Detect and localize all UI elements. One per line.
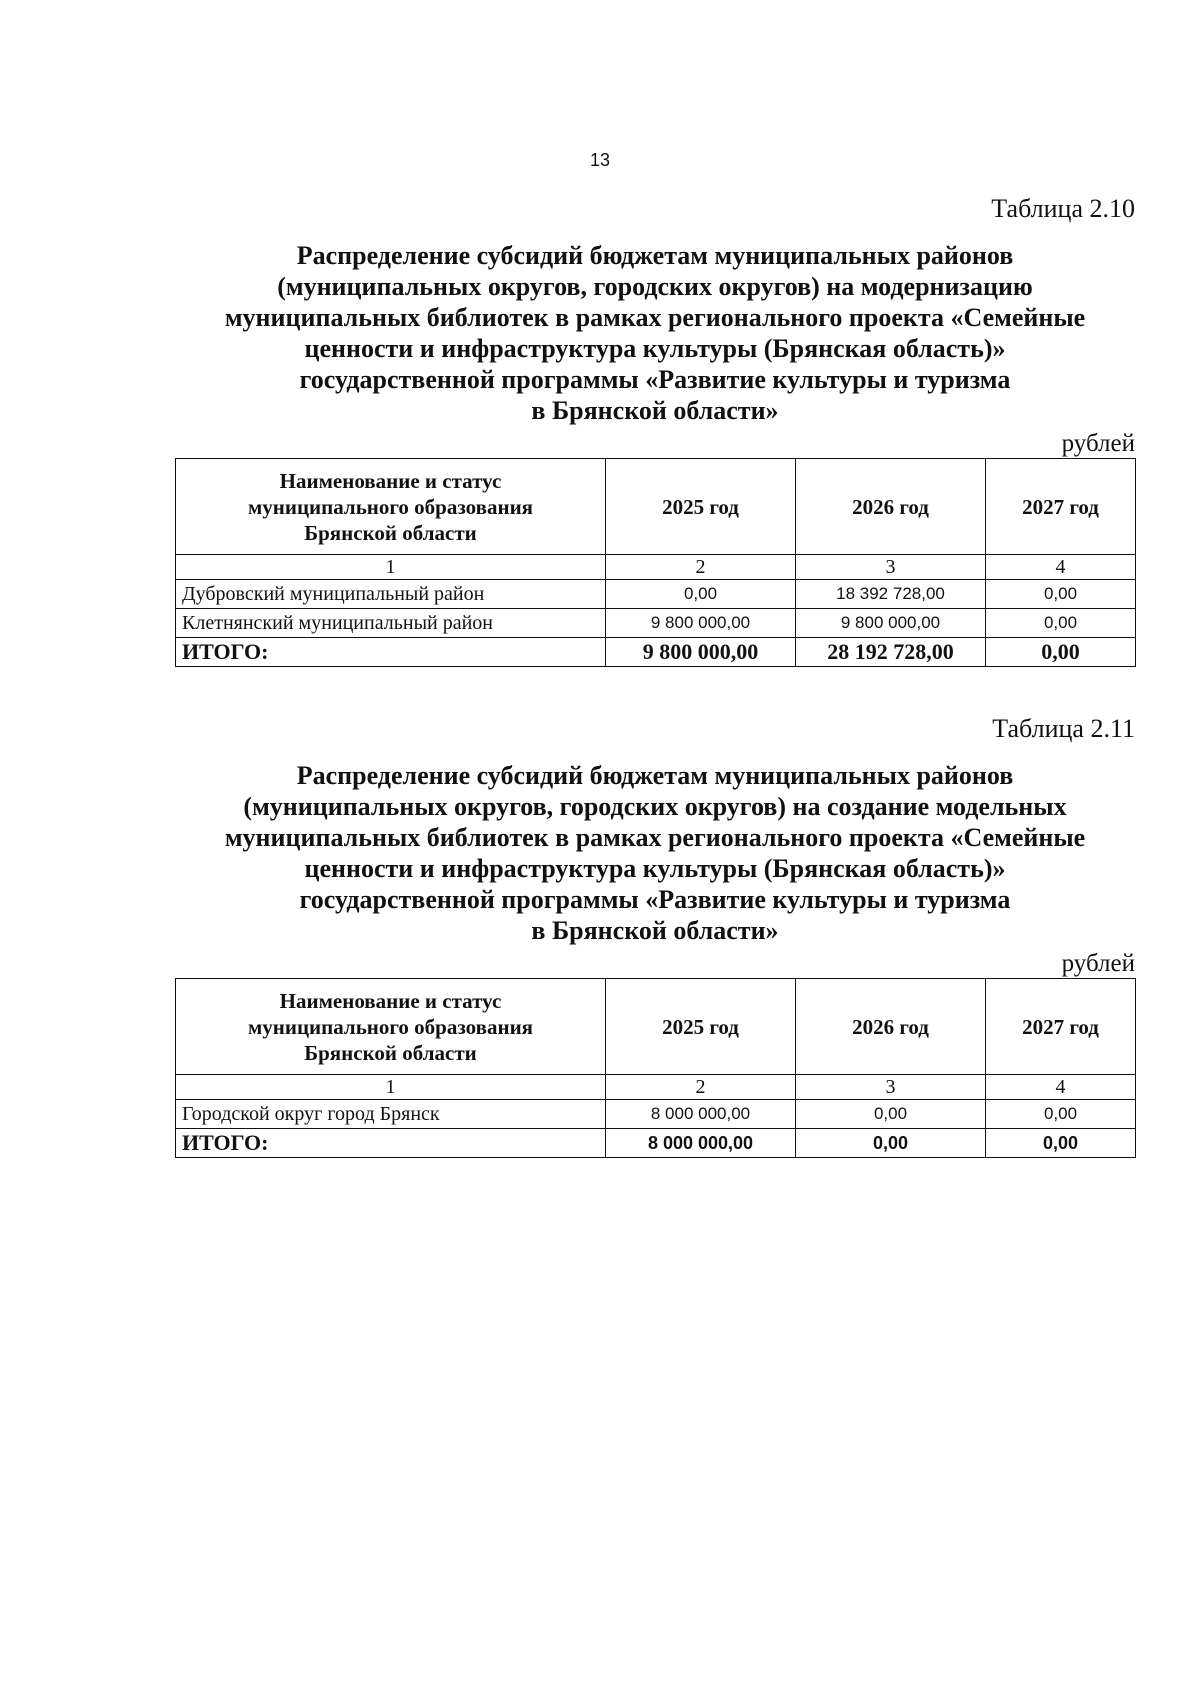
title-line: государственной программы «Развитие культуры и туризма [299, 885, 1011, 914]
header-name: Наименование и статус муниципального образования Брянской области [176, 979, 606, 1075]
title-line: ценности и инфраструктура культуры (Брянская область)» [304, 334, 1006, 363]
row-name: Клетнянский муниципальный район [176, 609, 606, 638]
subsidy-table [175, 978, 1136, 1158]
title-line: Распределение субсидий бюджетам муниципальных районов [296, 761, 1014, 790]
title-line: (муниципальных округов, городских округов) на модернизацию [277, 272, 1033, 301]
col-number: 1 [176, 555, 606, 580]
total-2025: 8 000 000,00 [606, 1129, 796, 1158]
row-value-2025: 8 000 000,00 [606, 1100, 796, 1129]
col-number: 1 [176, 1075, 606, 1100]
row-name: Дубровский муниципальный район [176, 580, 606, 609]
table-row [176, 580, 1136, 609]
row-value-2027: 0,00 [986, 1100, 1136, 1129]
title-line: ценности и инфраструктура культуры (Брянская область)» [304, 854, 1006, 883]
row-value-2025: 0,00 [606, 580, 796, 609]
unit-label: рублей [1061, 950, 1135, 977]
header-row [176, 979, 1136, 1075]
title-line: муниципальных библиотек в рамках регионального проекта «Семейные [224, 303, 1086, 332]
row-value-2026: 18 392 728,00 [796, 580, 986, 609]
header-2027: 2027 год [986, 979, 1136, 1075]
header-2025: 2025 год [606, 979, 796, 1075]
title-line: (муниципальных округов, городских округов) на создание модельных [243, 792, 1067, 821]
row-value-2026: 0,00 [796, 1100, 986, 1129]
header-2026: 2026 год [796, 459, 986, 555]
table-row [176, 1100, 1136, 1129]
total-2025: 9 800 000,00 [606, 638, 796, 667]
total-2027: 0,00 [986, 1129, 1136, 1158]
row-value-2027: 0,00 [986, 580, 1136, 609]
table-row [176, 609, 1136, 638]
table-label: Таблица 2.10 [991, 194, 1135, 223]
header-2027: 2027 год [986, 459, 1136, 555]
col-number: 4 [986, 1075, 1136, 1100]
title-line: в Брянской области» [531, 396, 779, 425]
row-value-2025: 9 800 000,00 [606, 609, 796, 638]
column-number-row [176, 1075, 1136, 1100]
table-section-2-10 [175, 192, 1135, 667]
unit-label: рублей [1061, 430, 1135, 457]
table-label: Таблица 2.11 [992, 714, 1135, 743]
col-number: 2 [606, 555, 796, 580]
page-number: 13 [589, 150, 611, 170]
title-line: муниципальных библиотек в рамках регионального проекта «Семейные [224, 823, 1086, 852]
total-2027: 0,00 [986, 638, 1136, 667]
header-2026: 2026 год [796, 979, 986, 1075]
col-number: 2 [606, 1075, 796, 1100]
header-row [176, 459, 1136, 555]
column-number-row [176, 555, 1136, 580]
total-row [176, 1129, 1136, 1158]
row-value-2026: 9 800 000,00 [796, 609, 986, 638]
table-title [175, 240, 1135, 426]
title-line: в Брянской области» [531, 916, 779, 945]
row-value-2027: 0,00 [986, 609, 1136, 638]
col-number: 4 [986, 555, 1136, 580]
total-label: ИТОГО: [176, 1129, 606, 1158]
total-2026: 28 192 728,00 [796, 638, 986, 667]
row-name: Городской округ город Брянск [176, 1100, 606, 1129]
table-section-2-11 [175, 712, 1135, 1158]
table-title [175, 760, 1135, 946]
col-number: 3 [796, 1075, 986, 1100]
col-number: 3 [796, 555, 986, 580]
total-row [176, 638, 1136, 667]
total-2026: 0,00 [796, 1129, 986, 1158]
header-name: Наименование и статус муниципального образования Брянской области [176, 459, 606, 555]
header-2025: 2025 год [606, 459, 796, 555]
title-line: Распределение субсидий бюджетам муниципальных районов [296, 241, 1014, 270]
title-line: государственной программы «Развитие культуры и туризма [299, 365, 1011, 394]
subsidy-table [175, 458, 1136, 667]
total-label: ИТОГО: [176, 638, 606, 667]
